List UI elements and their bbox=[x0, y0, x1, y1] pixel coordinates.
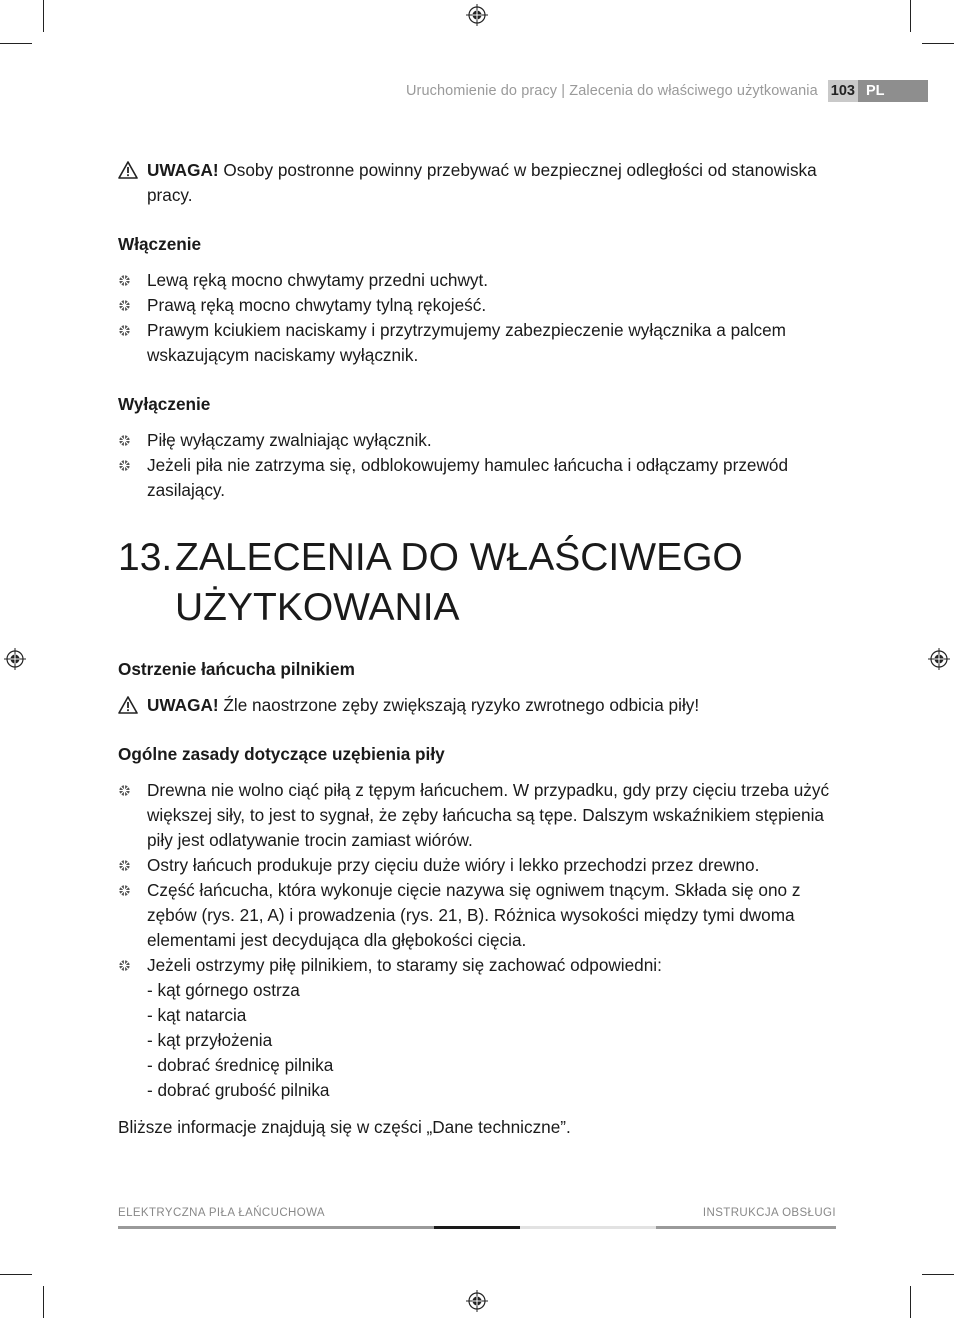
sub-item: - kąt przyłożenia bbox=[147, 1030, 273, 1050]
list-item-text: Ostry łańcuch produkuje przy cięciu duże wióry i lekko przechodzi przez drewno. bbox=[147, 855, 760, 875]
crop-mark bbox=[922, 43, 954, 44]
bullet-icon bbox=[118, 884, 131, 897]
crop-mark bbox=[910, 0, 911, 32]
bullet-icon bbox=[118, 459, 131, 472]
page-number: 103 bbox=[828, 80, 858, 102]
sub-item: - dobrać grubość pilnika bbox=[147, 1080, 330, 1100]
footer-bar-segment bbox=[118, 1226, 434, 1229]
sub-item: - dobrać średnicę pilnika bbox=[147, 1055, 334, 1075]
registration-mark-icon bbox=[466, 1290, 488, 1312]
list-general bbox=[118, 778, 840, 1103]
crop-mark bbox=[0, 43, 32, 44]
warning-text: Osoby postronne powinny przebywać w bezpiecznej odległości od stanowiska pracy. bbox=[147, 160, 817, 205]
footer-left: ELEKTRYCZNA PIŁA ŁAŃCUCHOWA bbox=[118, 1207, 325, 1219]
section-heading-off: Wyłączenie bbox=[118, 394, 211, 414]
list-on bbox=[118, 268, 840, 368]
crop-mark bbox=[922, 1274, 954, 1275]
bullet-icon bbox=[118, 784, 131, 797]
warning-note bbox=[118, 158, 840, 208]
list-item bbox=[118, 878, 840, 953]
footer-bar-segment bbox=[656, 1226, 836, 1229]
footer-bar-segment bbox=[520, 1226, 656, 1229]
footer-right: INSTRUKCJA OBSŁUGI bbox=[702, 1207, 836, 1219]
list-item-text: Prawą ręką mocno chwytamy tylną rękojeść. bbox=[147, 295, 487, 315]
warning-label: UWAGA! bbox=[147, 695, 219, 715]
footer-bar-segment bbox=[434, 1226, 520, 1229]
list-item-text: Część łańcucha, która wykonuje cięcie nazywa się ogniwem tnącym. Składa się ono z zębów (rys. 21, A) i prowadzenia (rys. 21, B). Różnica wysokości między tymi dwoma elementami jest decydująca dla głębokości cięcia. bbox=[147, 880, 801, 950]
running-header bbox=[406, 80, 928, 102]
warning-text: Źle naostrzone zęby zwiększają ryzyko zwrotnego odbicia piły! bbox=[223, 695, 700, 715]
chapter-title bbox=[118, 533, 840, 633]
list-item-text: Drewna nie wolno ciąć piłą z tępym łańcuchem. W przypadku, gdy przy cięciu trzeba użyć większej siły, to jest to sygnał, że zęby łańcucha są tępe. Dalszym wskaźnikiem stępienia piły jest odlatywanie trocin zamiast wiórów. bbox=[147, 780, 830, 850]
language-tab: PL bbox=[858, 80, 928, 102]
closing-note: Bliższe informacje znajdują się w części „Dane techniczne”. bbox=[118, 1117, 571, 1137]
sub-item: - kąt górnego ostrza bbox=[147, 980, 300, 1000]
list-item bbox=[118, 778, 840, 853]
list-item bbox=[118, 268, 840, 293]
crop-mark bbox=[43, 0, 44, 32]
registration-mark-icon bbox=[4, 648, 26, 670]
registration-mark-icon bbox=[466, 4, 488, 26]
sub-item: - kąt natarcia bbox=[147, 1005, 247, 1025]
crop-mark bbox=[910, 1286, 911, 1318]
header-title: Uruchomienie do pracy | Zalecenia do właściwego użytkowania bbox=[405, 83, 818, 99]
list-item-text: Piłę wyłączamy zwalniając wyłącznik. bbox=[147, 430, 432, 450]
bullet-icon bbox=[118, 959, 131, 972]
warning-triangle-icon bbox=[118, 696, 138, 714]
list-off bbox=[118, 428, 840, 503]
warning-triangle-icon bbox=[118, 161, 138, 179]
list-item-text: Prawym kciukiem naciskamy i przytrzymujemy zabezpieczenie wyłącznika a palcem wskazującym naciskamy wyłącznik. bbox=[147, 320, 787, 365]
section-heading-sharpen: Ostrzenie łańcucha pilnikiem bbox=[118, 659, 355, 679]
list-item bbox=[118, 853, 840, 878]
bullet-icon bbox=[118, 324, 131, 337]
bullet-icon bbox=[118, 274, 131, 287]
bullet-icon bbox=[118, 434, 131, 447]
chapter-title-line2: UŻYTKOWANIA bbox=[175, 586, 460, 629]
chapter-title-line1: ZALECENIA DO WŁAŚCIWEGO bbox=[175, 536, 743, 579]
chapter-number: 13. bbox=[118, 536, 173, 579]
list-item-text: Jeżeli piła nie zatrzyma się, odblokowujemy hamulec łańcucha i odłączamy przewód zasilający. bbox=[147, 455, 789, 500]
page-content bbox=[118, 158, 840, 1140]
warning-label: UWAGA! bbox=[147, 160, 219, 180]
registration-mark-icon bbox=[928, 648, 950, 670]
list-item-text: Jeżeli ostrzymy piłę pilnikiem, to staramy się zachować odpowiedni: bbox=[147, 955, 662, 975]
list-item bbox=[118, 453, 840, 503]
list-item-text: Lewą ręką mocno chwytamy przedni uchwyt. bbox=[147, 270, 489, 290]
crop-mark bbox=[0, 1274, 32, 1275]
section-heading-general: Ogólne zasady dotyczące uzębienia piły bbox=[118, 744, 445, 764]
list-item bbox=[118, 428, 840, 453]
list-item bbox=[118, 293, 840, 318]
bullet-icon bbox=[118, 859, 131, 872]
crop-mark bbox=[43, 1286, 44, 1318]
section-heading-on: Włączenie bbox=[118, 234, 202, 254]
bullet-icon bbox=[118, 299, 131, 312]
list-item bbox=[118, 318, 840, 368]
list-item bbox=[118, 953, 840, 1103]
warning-note bbox=[118, 693, 840, 718]
